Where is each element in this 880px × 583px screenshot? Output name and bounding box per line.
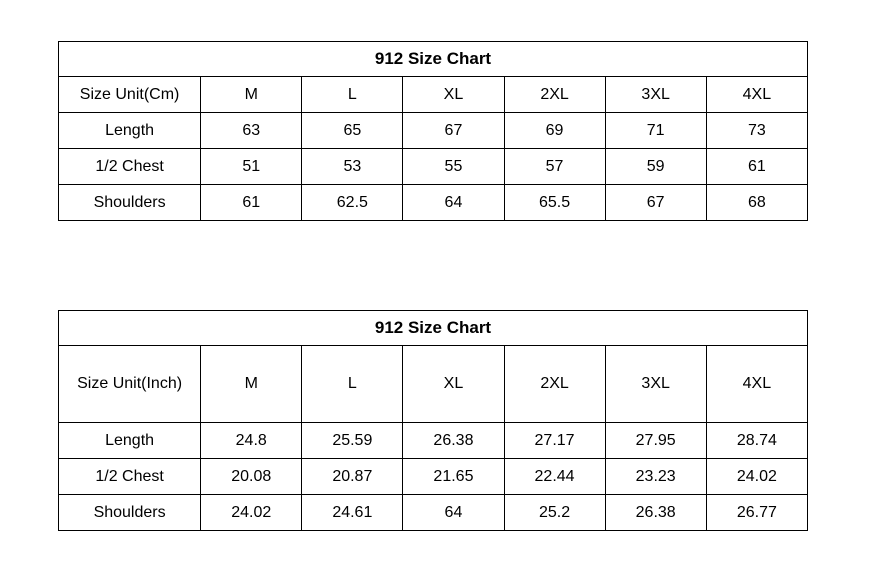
size-chart-inch	[58, 310, 808, 531]
chart-title: 912 Size Chart	[59, 42, 808, 77]
size-header-3xl: 3XL	[605, 77, 706, 113]
size-header-3xl: 3XL	[605, 346, 706, 423]
size-chart-cm	[58, 41, 808, 221]
size-header-xl: XL	[403, 346, 504, 423]
cell-chest-3xl: 23.23	[605, 459, 706, 495]
size-header-4xl: 4XL	[706, 346, 807, 423]
size-header-4xl: 4XL	[706, 77, 807, 113]
header-row	[59, 77, 808, 113]
cell-chest-2xl: 57	[504, 149, 605, 185]
size-table-inch	[58, 310, 808, 531]
cell-length-2xl: 27.17	[504, 423, 605, 459]
row-label-length: Length	[59, 113, 201, 149]
title-row	[59, 311, 808, 346]
size-table-cm	[58, 41, 808, 221]
cell-chest-4xl: 24.02	[706, 459, 807, 495]
cell-chest-xl: 21.65	[403, 459, 504, 495]
cell-shoulders-2xl: 65.5	[504, 185, 605, 221]
cell-length-2xl: 69	[504, 113, 605, 149]
size-header-l: L	[302, 346, 403, 423]
cell-shoulders-m: 61	[201, 185, 302, 221]
row-label-half-chest: 1/2 Chest	[59, 459, 201, 495]
cell-shoulders-3xl: 26.38	[605, 495, 706, 531]
table-row	[59, 185, 808, 221]
chart-title: 912 Size Chart	[59, 311, 808, 346]
table-row	[59, 113, 808, 149]
cell-chest-m: 51	[201, 149, 302, 185]
unit-label: Size Unit(Inch)	[59, 346, 201, 423]
table-row	[59, 423, 808, 459]
row-label-shoulders: Shoulders	[59, 495, 201, 531]
size-header-m: M	[201, 77, 302, 113]
size-header-m: M	[201, 346, 302, 423]
row-label-length: Length	[59, 423, 201, 459]
cell-shoulders-xl: 64	[403, 185, 504, 221]
cell-length-m: 63	[201, 113, 302, 149]
table-row	[59, 459, 808, 495]
cell-length-4xl: 73	[706, 113, 807, 149]
cell-shoulders-2xl: 25.2	[504, 495, 605, 531]
cell-chest-4xl: 61	[706, 149, 807, 185]
table-row	[59, 495, 808, 531]
cell-chest-l: 53	[302, 149, 403, 185]
cell-shoulders-l: 24.61	[302, 495, 403, 531]
size-header-2xl: 2XL	[504, 77, 605, 113]
header-row	[59, 346, 808, 423]
row-label-shoulders: Shoulders	[59, 185, 201, 221]
cell-shoulders-l: 62.5	[302, 185, 403, 221]
title-row	[59, 42, 808, 77]
size-header-l: L	[302, 77, 403, 113]
size-header-xl: XL	[403, 77, 504, 113]
cell-length-4xl: 28.74	[706, 423, 807, 459]
cell-shoulders-4xl: 26.77	[706, 495, 807, 531]
unit-label: Size Unit(Cm)	[59, 77, 201, 113]
size-header-2xl: 2XL	[504, 346, 605, 423]
cell-length-l: 25.59	[302, 423, 403, 459]
cell-shoulders-3xl: 67	[605, 185, 706, 221]
row-label-half-chest: 1/2 Chest	[59, 149, 201, 185]
cell-length-m: 24.8	[201, 423, 302, 459]
cell-shoulders-m: 24.02	[201, 495, 302, 531]
cell-length-3xl: 71	[605, 113, 706, 149]
cell-chest-l: 20.87	[302, 459, 403, 495]
cell-chest-xl: 55	[403, 149, 504, 185]
cell-chest-m: 20.08	[201, 459, 302, 495]
cell-length-xl: 26.38	[403, 423, 504, 459]
cell-length-l: 65	[302, 113, 403, 149]
cell-chest-2xl: 22.44	[504, 459, 605, 495]
cell-chest-3xl: 59	[605, 149, 706, 185]
table-row	[59, 149, 808, 185]
cell-length-xl: 67	[403, 113, 504, 149]
cell-shoulders-4xl: 68	[706, 185, 807, 221]
cell-length-3xl: 27.95	[605, 423, 706, 459]
cell-shoulders-xl: 64	[403, 495, 504, 531]
